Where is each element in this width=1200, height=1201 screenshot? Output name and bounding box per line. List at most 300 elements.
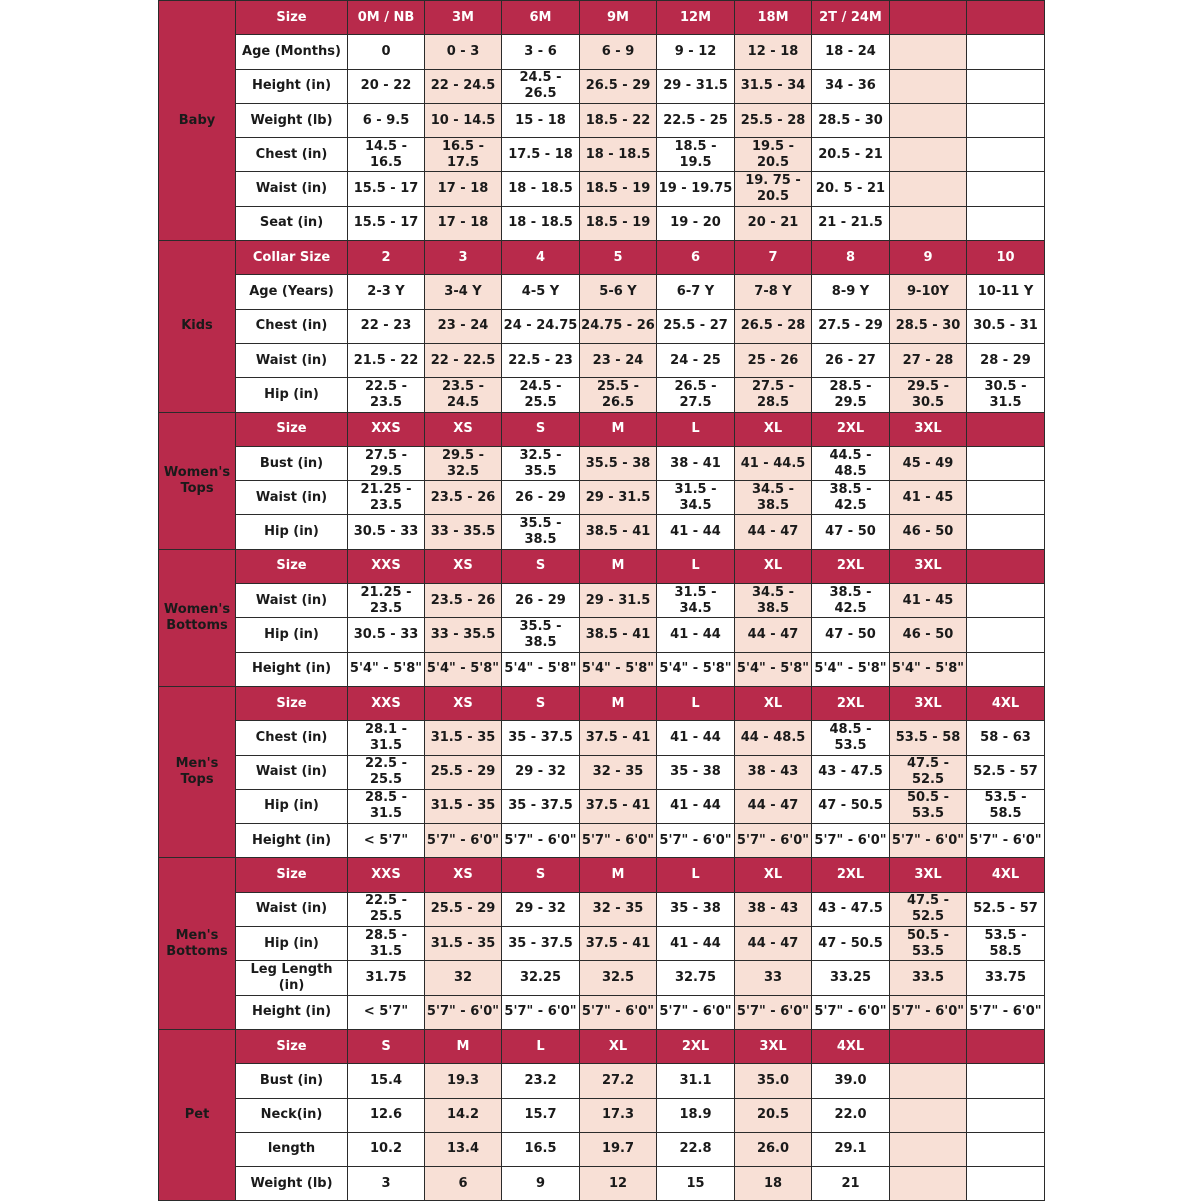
table-cell: 12M (657, 1, 735, 35)
row-label: Waist (in) (236, 343, 348, 377)
table-cell: 28.5 - 29.5 (812, 378, 890, 412)
table-cell: 16.5 (502, 1132, 580, 1166)
table-cell: 53.5 - 58.5 (967, 927, 1045, 961)
table-cell: 9-10Y (890, 275, 967, 309)
table-cell: 4 (502, 241, 580, 275)
table-cell: 0M / NB (348, 1, 425, 35)
row-label: Age (Months) (236, 35, 348, 69)
table-cell: 41 - 44 (657, 618, 735, 652)
table-cell: 5'7" - 6'0" (735, 995, 812, 1029)
table-cell: 44 - 48.5 (735, 721, 812, 755)
table-cell: 5'4" - 5'8" (502, 652, 580, 686)
table-cell: 24.75 - 26 (580, 309, 657, 343)
table-row (159, 275, 1045, 309)
table-cell: 18 - 18.5 (580, 138, 657, 172)
table-row (159, 584, 1045, 618)
table-cell: 3M (425, 1, 502, 35)
table-cell (890, 1064, 967, 1098)
header-row (159, 549, 1045, 583)
table-cell: 2XL (812, 412, 890, 446)
table-row (159, 652, 1045, 686)
table-cell (890, 1098, 967, 1132)
table-cell: L (657, 858, 735, 892)
table-cell: 18 - 24 (812, 35, 890, 69)
table-cell (967, 172, 1045, 206)
table-cell: 5'4" - 5'8" (425, 652, 502, 686)
table-row (159, 515, 1045, 549)
table-cell: XXS (348, 549, 425, 583)
table-cell: 30.5 - 31 (967, 309, 1045, 343)
table-cell: 19.5 - 20.5 (735, 138, 812, 172)
row-label: Leg Length (in) (236, 961, 348, 995)
table-cell (967, 481, 1045, 515)
table-cell: 14.2 (425, 1098, 502, 1132)
table-cell: 35.0 (735, 1064, 812, 1098)
table-cell: 5'4" - 5'8" (890, 652, 967, 686)
table-cell (967, 652, 1045, 686)
header-row (159, 412, 1045, 446)
table-cell: L (502, 1029, 580, 1063)
table-cell: 19.7 (580, 1132, 657, 1166)
table-row (159, 103, 1045, 137)
table-cell: M (580, 686, 657, 720)
table-cell: 31.5 - 35 (425, 927, 502, 961)
table-cell: 46 - 50 (890, 618, 967, 652)
table-cell: XL (580, 1029, 657, 1063)
section-label: Baby (159, 1, 236, 241)
header-row (159, 1, 1045, 35)
row-label: Size (236, 686, 348, 720)
table-cell: 2XL (812, 686, 890, 720)
table-cell: 43 - 47.5 (812, 755, 890, 789)
table-cell: 44.5 - 48.5 (812, 446, 890, 480)
row-label: Size (236, 412, 348, 446)
table-cell: 26.5 - 28 (735, 309, 812, 343)
table-cell: 41 - 44 (657, 789, 735, 823)
table-cell: 5'7" - 6'0" (735, 824, 812, 858)
table-cell: 15.5 - 17 (348, 206, 425, 240)
row-label: length (236, 1132, 348, 1166)
table-cell: 35 - 38 (657, 755, 735, 789)
table-cell: 35 - 38 (657, 892, 735, 926)
table-cell: 37.5 - 41 (580, 789, 657, 823)
table-cell: 47 - 50 (812, 618, 890, 652)
row-label: Waist (in) (236, 172, 348, 206)
table-cell: 9 (502, 1167, 580, 1201)
table-cell: 47.5 - 52.5 (890, 892, 967, 926)
table-cell: 15.4 (348, 1064, 425, 1098)
table-cell: 41 - 45 (890, 481, 967, 515)
table-cell: 26.5 - 27.5 (657, 378, 735, 412)
table-cell: 31.75 (348, 961, 425, 995)
table-cell: 24.5 - 26.5 (502, 69, 580, 103)
table-cell: 23.2 (502, 1064, 580, 1098)
table-cell: S (348, 1029, 425, 1063)
table-cell (890, 35, 967, 69)
table-cell: 27.5 - 29.5 (348, 446, 425, 480)
table-row (159, 172, 1045, 206)
table-cell: 12 - 18 (735, 35, 812, 69)
table-cell: 23 - 24 (425, 309, 502, 343)
header-row (159, 241, 1045, 275)
table-cell: 5'7" - 6'0" (425, 995, 502, 1029)
table-cell: 33.25 (812, 961, 890, 995)
table-cell: 21.5 - 22 (348, 343, 425, 377)
table-cell (967, 1098, 1045, 1132)
row-label: Waist (in) (236, 481, 348, 515)
table-cell: 44 - 47 (735, 789, 812, 823)
table-cell: 5'7" - 6'0" (657, 824, 735, 858)
row-label: Age (Years) (236, 275, 348, 309)
table-cell: 32.5 - 35.5 (502, 446, 580, 480)
table-cell: 52.5 - 57 (967, 755, 1045, 789)
table-cell (967, 35, 1045, 69)
table-cell: 2XL (812, 858, 890, 892)
table-cell: 30.5 - 33 (348, 618, 425, 652)
table-cell: 31.5 - 35 (425, 789, 502, 823)
table-cell: 32.5 (580, 961, 657, 995)
table-cell (967, 1167, 1045, 1201)
table-row (159, 1098, 1045, 1132)
table-cell: M (580, 858, 657, 892)
table-cell (967, 1132, 1045, 1166)
table-cell: 38.5 - 42.5 (812, 481, 890, 515)
row-label: Hip (in) (236, 789, 348, 823)
table-cell: 33.5 (890, 961, 967, 995)
table-cell: 38.5 - 42.5 (812, 584, 890, 618)
table-row (159, 1064, 1045, 1098)
table-cell: 5'4" - 5'8" (812, 652, 890, 686)
table-cell: 7 (735, 241, 812, 275)
table-cell: 26.5 - 29 (580, 69, 657, 103)
table-cell: 26 - 29 (502, 584, 580, 618)
table-cell: 18 (735, 1167, 812, 1201)
table-cell: 18 - 18.5 (502, 206, 580, 240)
table-row (159, 721, 1045, 755)
table-cell: 41 - 45 (890, 584, 967, 618)
table-cell: 5-6 Y (580, 275, 657, 309)
table-cell: 25.5 - 28 (735, 103, 812, 137)
row-label: Chest (in) (236, 138, 348, 172)
row-label: Hip (in) (236, 515, 348, 549)
table-cell: 28.5 - 31.5 (348, 789, 425, 823)
table-cell: 3XL (890, 549, 967, 583)
table-cell: XL (735, 549, 812, 583)
table-cell: 29.5 - 30.5 (890, 378, 967, 412)
table-cell: 5'7" - 6'0" (502, 995, 580, 1029)
table-cell: 9M (580, 1, 657, 35)
table-cell: 19 - 20 (657, 206, 735, 240)
row-label: Chest (in) (236, 721, 348, 755)
table-cell (967, 1, 1045, 35)
table-cell: 27.5 - 28.5 (735, 378, 812, 412)
table-cell (890, 69, 967, 103)
table-row (159, 995, 1045, 1029)
table-cell (890, 103, 967, 137)
row-label: Waist (in) (236, 755, 348, 789)
table-cell: 45 - 49 (890, 446, 967, 480)
table-cell: 31.5 - 34.5 (657, 584, 735, 618)
table-cell: 47 - 50.5 (812, 927, 890, 961)
table-cell: 3-4 Y (425, 275, 502, 309)
table-cell: 37.5 - 41 (580, 927, 657, 961)
table-cell: 22 - 24.5 (425, 69, 502, 103)
table-cell (890, 206, 967, 240)
table-cell: 24 - 24.75 (502, 309, 580, 343)
table-cell: 2 (348, 241, 425, 275)
table-cell: 39.0 (812, 1064, 890, 1098)
table-cell: 10-11 Y (967, 275, 1045, 309)
table-cell: 32 (425, 961, 502, 995)
table-cell: 25 - 26 (735, 343, 812, 377)
table-cell (967, 515, 1045, 549)
table-cell (890, 1029, 967, 1063)
table-cell (967, 412, 1045, 446)
table-cell: 32 - 35 (580, 892, 657, 926)
table-cell: 29.5 - 32.5 (425, 446, 502, 480)
table-cell: 6 (425, 1167, 502, 1201)
table-cell (890, 138, 967, 172)
table-cell: 14.5 - 16.5 (348, 138, 425, 172)
table-cell: 17.3 (580, 1098, 657, 1132)
table-cell: 15.5 - 17 (348, 172, 425, 206)
table-cell: 15 (657, 1167, 735, 1201)
table-cell: 22.5 - 25.5 (348, 755, 425, 789)
table-cell: 2XL (812, 549, 890, 583)
table-row (159, 309, 1045, 343)
table-cell: 35.5 - 38.5 (502, 618, 580, 652)
table-cell: 47.5 - 52.5 (890, 755, 967, 789)
table-cell: 22.5 - 23.5 (348, 378, 425, 412)
table-cell: 10.2 (348, 1132, 425, 1166)
table-cell: 22.5 - 25.5 (348, 892, 425, 926)
table-cell: 5'7" - 6'0" (890, 995, 967, 1029)
row-label: Weight (lb) (236, 103, 348, 137)
table-cell: S (502, 412, 580, 446)
table-cell: 34.5 - 38.5 (735, 584, 812, 618)
table-row (159, 206, 1045, 240)
table-cell: 19.3 (425, 1064, 502, 1098)
table-cell: 22.0 (812, 1098, 890, 1132)
table-cell: 4-5 Y (502, 275, 580, 309)
table-cell: 33 - 35.5 (425, 618, 502, 652)
row-label: Chest (in) (236, 309, 348, 343)
table-row (159, 927, 1045, 961)
table-cell: 2-3 Y (348, 275, 425, 309)
table-cell (967, 446, 1045, 480)
table-cell: 12 (580, 1167, 657, 1201)
table-cell: 3XL (890, 686, 967, 720)
section-label: Pet (159, 1029, 236, 1200)
table-cell: 18.9 (657, 1098, 735, 1132)
row-label: Hip (in) (236, 927, 348, 961)
table-cell: 35.5 - 38 (580, 446, 657, 480)
table-cell: 22.5 - 23 (502, 343, 580, 377)
table-cell: 35 - 37.5 (502, 721, 580, 755)
table-cell: 3XL (890, 412, 967, 446)
table-cell: 15 - 18 (502, 103, 580, 137)
table-cell: 7-8 Y (735, 275, 812, 309)
table-cell: 8 (812, 241, 890, 275)
table-cell: XXS (348, 412, 425, 446)
table-cell (890, 1, 967, 35)
table-cell: 28.5 - 30 (890, 309, 967, 343)
row-label: Bust (in) (236, 1064, 348, 1098)
table-cell (967, 103, 1045, 137)
table-row (159, 755, 1045, 789)
table-cell: 5'4" - 5'8" (735, 652, 812, 686)
table-cell: 37.5 - 41 (580, 721, 657, 755)
row-label: Bust (in) (236, 446, 348, 480)
table-cell: 2T / 24M (812, 1, 890, 35)
row-label: Size (236, 549, 348, 583)
table-cell: 38 - 43 (735, 892, 812, 926)
table-cell: 43 - 47.5 (812, 892, 890, 926)
table-cell: L (657, 549, 735, 583)
table-cell: XS (425, 686, 502, 720)
table-cell: S (502, 549, 580, 583)
header-row (159, 1029, 1045, 1063)
table-cell: 44 - 47 (735, 618, 812, 652)
row-label: Size (236, 1029, 348, 1063)
table-cell: 48.5 - 53.5 (812, 721, 890, 755)
row-label: Height (in) (236, 652, 348, 686)
table-cell: 6 (657, 241, 735, 275)
row-label: Size (236, 858, 348, 892)
table-cell (967, 618, 1045, 652)
table-cell: XXS (348, 858, 425, 892)
table-cell: 6 - 9 (580, 35, 657, 69)
table-cell: 52.5 - 57 (967, 892, 1045, 926)
header-row (159, 858, 1045, 892)
table-row (159, 69, 1045, 103)
table-cell: 5'7" - 6'0" (890, 824, 967, 858)
table-cell: 4XL (967, 858, 1045, 892)
table-cell: 22 - 22.5 (425, 343, 502, 377)
table-cell: 17 - 18 (425, 172, 502, 206)
table-cell: 18.5 - 22 (580, 103, 657, 137)
table-cell: L (657, 686, 735, 720)
table-cell: 10 (967, 241, 1045, 275)
table-cell: 25.5 - 27 (657, 309, 735, 343)
table-cell: XL (735, 412, 812, 446)
table-cell: M (580, 549, 657, 583)
table-cell: 0 - 3 (425, 35, 502, 69)
row-label: Weight (lb) (236, 1167, 348, 1201)
table-cell: < 5'7" (348, 995, 425, 1029)
table-row (159, 961, 1045, 995)
row-label: Hip (in) (236, 378, 348, 412)
table-cell: 21.25 - 23.5 (348, 481, 425, 515)
table-cell: 27.2 (580, 1064, 657, 1098)
table-cell: 2XL (657, 1029, 735, 1063)
table-cell: 5'7" - 6'0" (812, 824, 890, 858)
table-cell: 17 - 18 (425, 206, 502, 240)
table-cell: 9 (890, 241, 967, 275)
table-cell: 53.5 - 58 (890, 721, 967, 755)
table-cell: 33 (735, 961, 812, 995)
table-cell: 29 - 31.5 (657, 69, 735, 103)
table-cell: S (502, 858, 580, 892)
row-label: Height (in) (236, 995, 348, 1029)
section-label: Women's Tops (159, 412, 236, 549)
table-cell: 58 - 63 (967, 721, 1045, 755)
table-cell (967, 549, 1045, 583)
table-cell: 20. 5 - 21 (812, 172, 890, 206)
table-cell: M (580, 412, 657, 446)
table-row (159, 1132, 1045, 1166)
table-cell: XXS (348, 686, 425, 720)
size-chart (158, 0, 1044, 1200)
table-cell: 16.5 - 17.5 (425, 138, 502, 172)
table-cell: 24 - 25 (657, 343, 735, 377)
table-cell: 31.5 - 34 (735, 69, 812, 103)
table-cell: 5'7" - 6'0" (580, 824, 657, 858)
table-cell: 44 - 47 (735, 515, 812, 549)
table-cell: 38 - 43 (735, 755, 812, 789)
table-cell: 18.5 - 19 (580, 172, 657, 206)
table-cell (967, 206, 1045, 240)
table-cell: 9 - 12 (657, 35, 735, 69)
table-cell: 41 - 44 (657, 721, 735, 755)
table-row (159, 1167, 1045, 1201)
table-cell: 4XL (967, 686, 1045, 720)
table-cell (967, 138, 1045, 172)
table-cell: < 5'7" (348, 824, 425, 858)
table-row (159, 138, 1045, 172)
table-cell: 21 - 21.5 (812, 206, 890, 240)
table-cell: 3 (425, 241, 502, 275)
table-cell: 25.5 - 29 (425, 755, 502, 789)
table-row (159, 618, 1045, 652)
table-cell: 44 - 47 (735, 927, 812, 961)
table-cell: 32.25 (502, 961, 580, 995)
table-cell: 27 - 28 (890, 343, 967, 377)
table-cell: 13.4 (425, 1132, 502, 1166)
table-cell: 47 - 50.5 (812, 789, 890, 823)
table-cell: 38 - 41 (657, 446, 735, 480)
table-cell: 23.5 - 24.5 (425, 378, 502, 412)
table-cell: 4XL (812, 1029, 890, 1063)
table-cell: 41 - 44 (657, 515, 735, 549)
table-cell: 5'7" - 6'0" (580, 995, 657, 1029)
table-cell: 10 - 14.5 (425, 103, 502, 137)
table-cell: 20.5 (735, 1098, 812, 1132)
row-label: Collar Size (236, 241, 348, 275)
table-cell: 5'7" - 6'0" (657, 995, 735, 1029)
table-cell: 29 - 32 (502, 755, 580, 789)
table-cell: 21.25 - 23.5 (348, 584, 425, 618)
table-cell (890, 1132, 967, 1166)
table-cell (890, 172, 967, 206)
table-cell: 22.5 - 25 (657, 103, 735, 137)
table-cell: 28.1 - 31.5 (348, 721, 425, 755)
table-cell: 38.5 - 41 (580, 515, 657, 549)
table-cell: 6M (502, 1, 580, 35)
table-cell: 3 (348, 1167, 425, 1201)
row-label: Neck(in) (236, 1098, 348, 1132)
table-cell: 50.5 - 53.5 (890, 789, 967, 823)
table-cell (967, 1029, 1045, 1063)
table-cell: 22.8 (657, 1132, 735, 1166)
table-cell: 5'7" - 6'0" (425, 824, 502, 858)
table-cell: 6 - 9.5 (348, 103, 425, 137)
table-cell: 47 - 50 (812, 515, 890, 549)
table-cell: 20 - 21 (735, 206, 812, 240)
table-cell: 41 - 44 (657, 927, 735, 961)
table-row (159, 481, 1045, 515)
table-cell: 25.5 - 26.5 (580, 378, 657, 412)
